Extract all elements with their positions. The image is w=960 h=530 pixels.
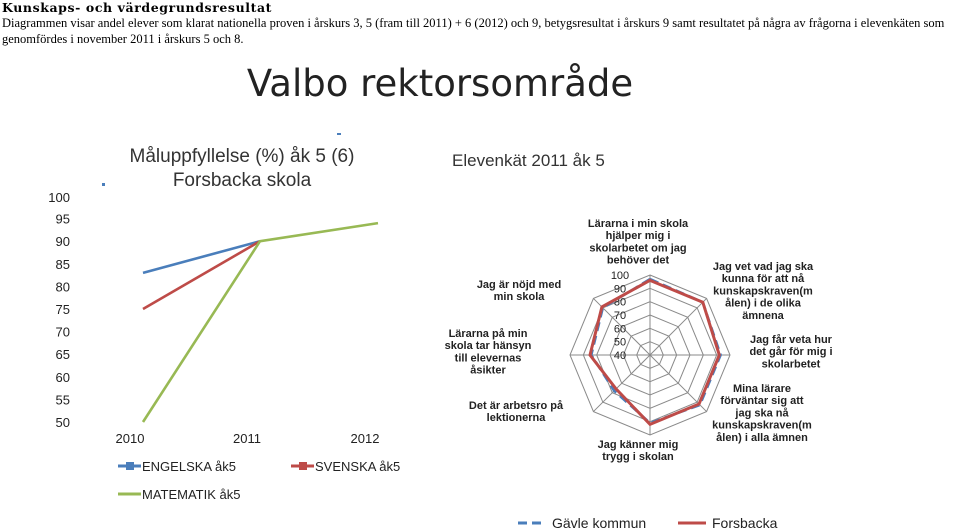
radar-spoke bbox=[650, 298, 707, 355]
radar-chart-title: Elevenkät 2011 åk 5 bbox=[452, 151, 605, 170]
radar-axis-label: Lärarna på min skola tar hänsyn till elevernas åsikter bbox=[444, 328, 532, 377]
legend-label: Gävle kommun bbox=[552, 515, 647, 530]
radial-tick-label: 100 bbox=[610, 270, 630, 282]
x-tick-label: 2010 bbox=[115, 431, 145, 446]
section-description: Diagrammen visar andel elever som klarat nationella proven i årskurs 3, 5 (fram till 2011) + 6 (2012) och 9, betygsresultat i årskurs 9 samt resultatet på några av frågorna i elevenkäten som genomfördes i november 2011 i årskurs 5 och 8. bbox=[2, 16, 945, 46]
legend-label: Forsbacka bbox=[712, 515, 778, 530]
y-tick-label: 85 bbox=[55, 256, 70, 272]
radial-tick-label: 60 bbox=[613, 323, 627, 336]
line-chart bbox=[0, 110, 440, 530]
radial-tick-label: 50 bbox=[613, 336, 627, 349]
y-tick-label: 75 bbox=[55, 302, 70, 317]
plot-area bbox=[143, 223, 378, 422]
radar-axis-label: Det är arbetsro på lektionerna bbox=[468, 400, 564, 425]
legend bbox=[518, 515, 778, 530]
legend-marker bbox=[299, 462, 307, 470]
y-tick-label: 60 bbox=[55, 369, 70, 385]
series-polygon bbox=[590, 280, 719, 424]
legend bbox=[118, 459, 400, 502]
decorative-mark bbox=[102, 183, 105, 186]
y-tick-label: 50 bbox=[55, 415, 70, 430]
radar-chart bbox=[440, 110, 960, 530]
radial-tick-label: 80 bbox=[613, 296, 627, 309]
legend-label: MATEMATIK åk5 bbox=[142, 487, 241, 502]
radar-spoke bbox=[593, 355, 650, 412]
legend-label: SVENSKA åk5 bbox=[315, 459, 401, 474]
y-tick-label: 90 bbox=[55, 234, 70, 250]
y-axis bbox=[48, 190, 70, 430]
radar-axis-label: Jag vet vad jag ska kunna för att nå kunskapskraven(m ålen) i de olika ämnena bbox=[712, 261, 814, 322]
y-tick-label: 95 bbox=[55, 211, 70, 227]
series-line bbox=[143, 241, 260, 309]
radar-axis-label: Mina lärare förväntar sig att jag ska nå kunskapskraven(m ålen) i alla ämnen bbox=[712, 383, 812, 444]
y-tick-label: 100 bbox=[48, 190, 70, 205]
radial-tick-label: 70 bbox=[613, 310, 627, 322]
x-axis bbox=[116, 431, 380, 446]
page-title: Valbo rektorsområde bbox=[246, 62, 634, 105]
y-tick-label: 70 bbox=[55, 324, 70, 340]
radar-axis-label: Jag känner mig trygg i skolan bbox=[597, 439, 679, 464]
radar-axis-label: Lärarna i min skola hjälper mig i skolarbetet om jag behöver det bbox=[587, 218, 689, 267]
y-tick-label: 65 bbox=[55, 347, 70, 363]
axis-labels bbox=[445, 218, 833, 463]
section-title: Kunskaps- och värdegrundsresultat bbox=[2, 0, 273, 15]
y-tick-label: 55 bbox=[55, 392, 70, 408]
radar-axis-label: Jag får veta hur det går för mig i skolarbetet bbox=[749, 334, 833, 371]
radial-tick-label: 90 bbox=[613, 283, 627, 296]
plot-area bbox=[590, 279, 721, 424]
y-tick-label: 80 bbox=[55, 279, 70, 295]
line-chart-subtitle: Forsbacka skola bbox=[172, 170, 312, 191]
decorative-mark bbox=[337, 133, 341, 135]
radar-grid bbox=[570, 275, 730, 435]
line-chart-title: Måluppfyllelse (%) åk 5 (6) bbox=[129, 146, 355, 167]
radial-tick-label: 40 bbox=[613, 350, 627, 362]
radar-axis-label: Jag är nöjd med min skola bbox=[476, 279, 562, 304]
x-tick-label: 2011 bbox=[233, 431, 261, 446]
legend-marker bbox=[126, 462, 134, 470]
x-tick-label: 2012 bbox=[350, 431, 380, 446]
series-line bbox=[143, 223, 378, 422]
legend-label: ENGELSKA åk5 bbox=[142, 459, 236, 474]
